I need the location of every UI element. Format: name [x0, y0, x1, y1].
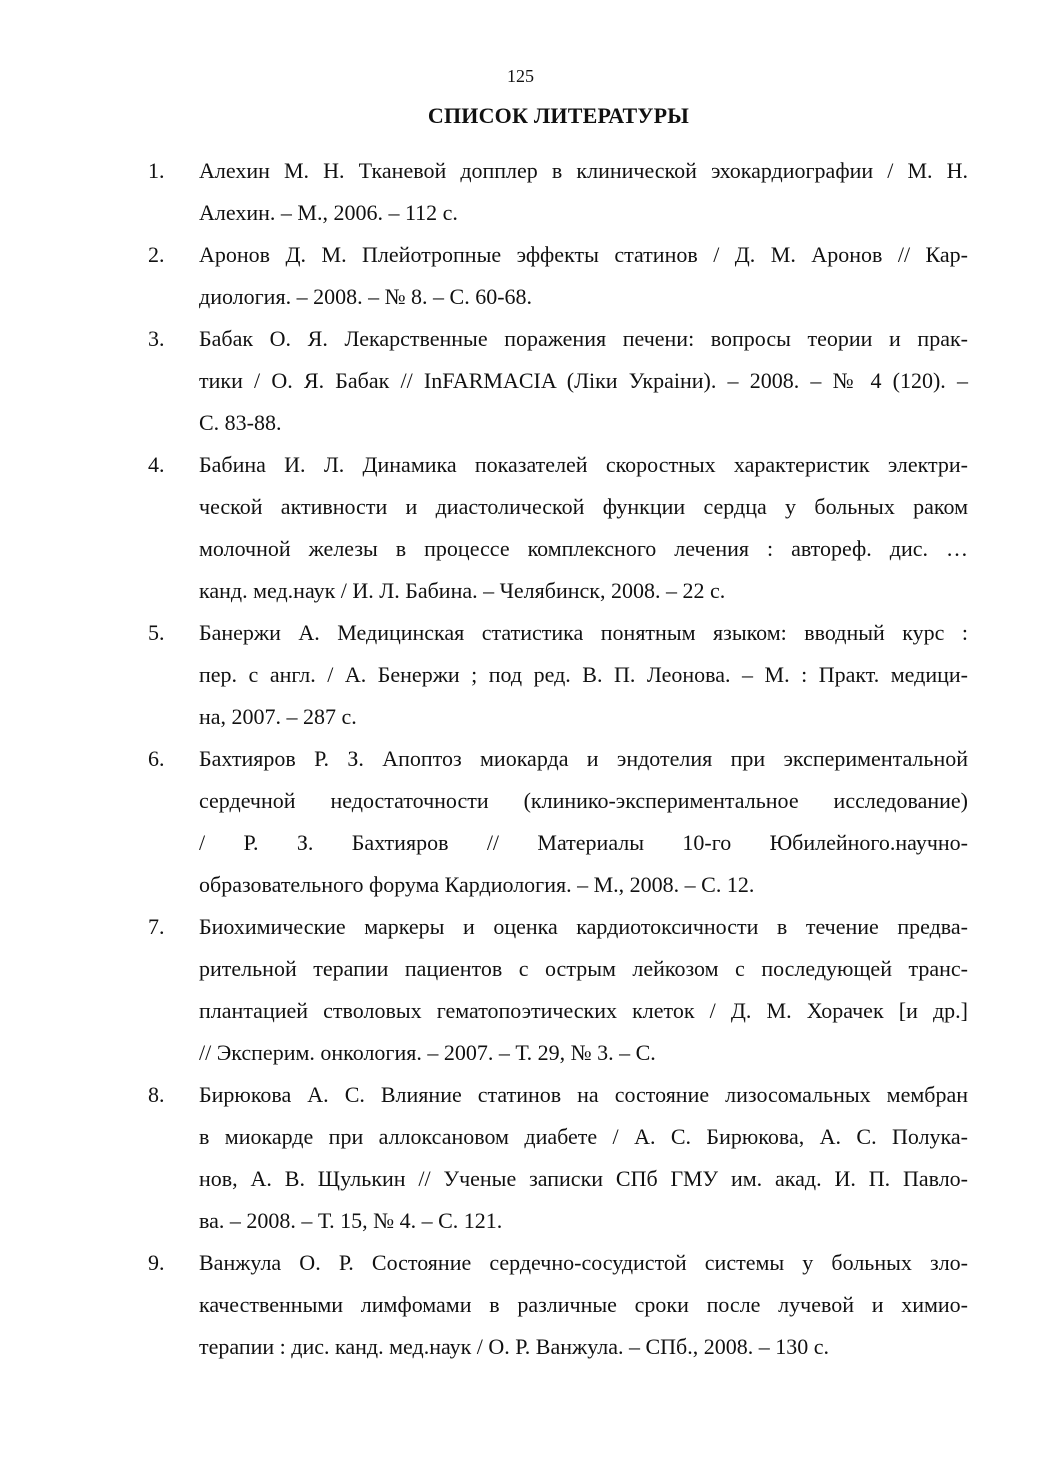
reference-line: Бахтияров Р. З. Апоптоз миокарда и эндотелия при экспериментальной [199, 746, 968, 771]
reference-line: // Эксперим. онкология. – 2007. – Т. 29, № 3. – С. [199, 1040, 656, 1065]
reference-item [148, 1242, 968, 1368]
reference-text [199, 738, 968, 906]
reference-number: 3. [148, 326, 165, 351]
reference-text [199, 1242, 968, 1368]
reference-line: Биохимические маркеры и оценка кардиотоксичности в течение предва- [199, 914, 968, 939]
reference-item [148, 318, 968, 444]
reference-line: терапии : дис. канд. мед.наук / О. Р. Ванжула. – СПб., 2008. – 130 с. [199, 1334, 829, 1359]
reference-line: нов, А. В. Щулькин // Ученые записки СПб ГМУ им. акад. И. П. Павло- [199, 1166, 968, 1191]
reference-line: образовательного форума Кардиология. – М., 2008. – С. 12. [199, 872, 755, 897]
reference-line: Алехин. – М., 2006. – 112 с. [199, 200, 458, 225]
reference-item [148, 150, 968, 234]
reference-line: сердечной недостаточности (клинико-экспериментальное исследование) [199, 788, 968, 813]
reference-line: Аронов Д. М. Плейотропные эффекты статинов / Д. М. Аронов // Кар- [199, 242, 968, 267]
reference-item [148, 612, 968, 738]
reference-line: качественными лимфомами в различные сроки после лучевой и химио- [199, 1292, 968, 1317]
reference-text [199, 906, 968, 1074]
reference-line: Бирюкова А. С. Влияние статинов на состояние лизосомальных мембран [199, 1082, 968, 1107]
reference-item [148, 1074, 968, 1242]
reference-number: 6. [148, 746, 165, 771]
reference-line: пер. с англ. / А. Бенержи ; под ред. В. П. Леонова. – М. : Практ. медици- [199, 662, 968, 687]
reference-text [199, 318, 968, 444]
reference-item [148, 234, 968, 318]
reference-item [148, 444, 968, 612]
reference-text [199, 234, 968, 318]
reference-line: Алехин М. Н. Тканевой допплер в клинической эхокардиографии / М. Н. [199, 158, 968, 183]
reference-text [199, 612, 968, 738]
reference-line: Бабак О. Я. Лекарственные поражения печени: вопросы теории и прак- [199, 326, 968, 351]
reference-number: 9. [148, 1250, 165, 1275]
reference-line: в миокарде при аллоксановом диабете / А. С. Бирюкова, А. С. Полука- [199, 1124, 968, 1149]
reference-line: Бабина И. Л. Динамика показателей скоростных характеристик электри- [199, 452, 968, 477]
reference-text [199, 150, 968, 234]
reference-line: канд. мед.наук / И. Л. Бабина. – Челябинск, 2008. – 22 с. [199, 578, 726, 603]
reference-number: 5. [148, 620, 165, 645]
reference-line: на, 2007. – 287 с. [199, 704, 357, 729]
reference-number: 1. [148, 158, 165, 183]
reference-number: 2. [148, 242, 165, 267]
reference-number: 8. [148, 1082, 165, 1107]
reference-number: 7. [148, 914, 165, 939]
reference-line: Банержи А. Медицинская статистика понятным языком: вводный курс : [199, 620, 968, 645]
reference-line: рительной терапии пациентов с острым лейкозом с последующей транс- [199, 956, 968, 981]
reference-line: / Р. З. Бахтияров // Материалы 10-го Юбилейного.научно- [199, 830, 968, 855]
reference-line: ческой активности и диастолической функции сердца у больных раком [199, 494, 968, 519]
reference-number: 4. [148, 452, 165, 477]
reference-item [148, 738, 968, 906]
reference-line: диология. – 2008. – № 8. – С. 60-68. [199, 284, 533, 309]
reference-line: С. 83-88. [199, 410, 282, 435]
reference-line: плантацией стволовых гематопоэтических клеток / Д. М. Хорачек [и др.] [199, 998, 968, 1023]
reference-text [199, 1074, 968, 1242]
reference-line: молочной железы в процессе комплексного лечения : автореф. дис. … [199, 536, 968, 561]
page-title: СПИСОК ЛИТЕРАТУРЫ [427, 103, 690, 128]
reference-line: тики / О. Я. Бабак // InFARMACIA (Лiки Украiни). – 2008. – № 4 (120). – [199, 368, 968, 393]
page-number: 125 [507, 66, 534, 86]
reference-item [148, 906, 968, 1074]
reference-list [148, 150, 968, 1368]
reference-line: Ванжула О. Р. Состояние сердечно-сосудистой системы у больных зло- [199, 1250, 968, 1275]
reference-text [199, 444, 968, 612]
reference-line: ва. – 2008. – Т. 15, № 4. – С. 121. [199, 1208, 503, 1233]
